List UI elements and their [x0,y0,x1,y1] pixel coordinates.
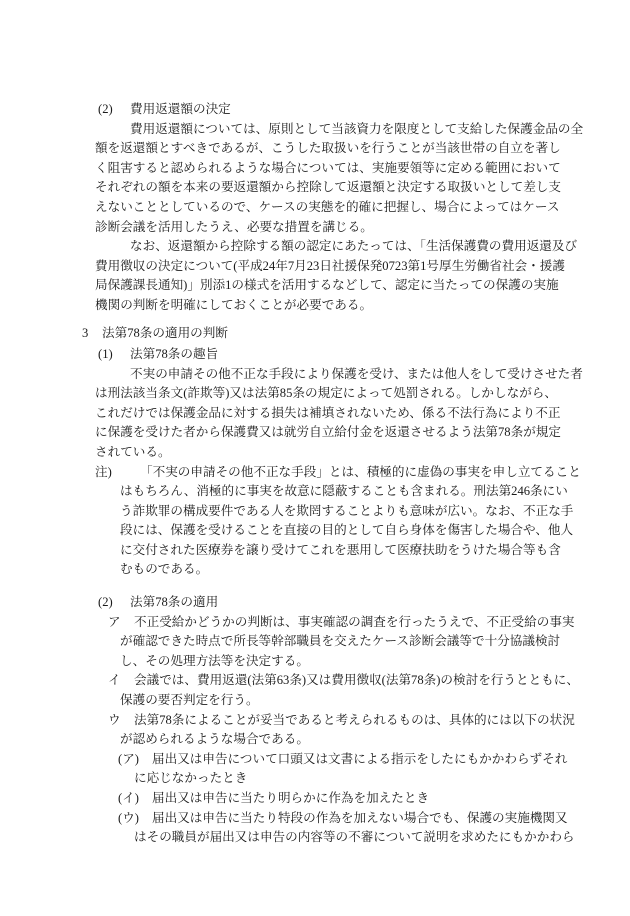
paragraph-line: に保護を受けた者から保護費又は就労自立給付金を返還させるよう法第78条が規定 [95,425,561,439]
item-line: が確認できた時点で所長等幹部職員を交えたケース診断会議等で十分協議検討 [120,634,561,648]
note-label: 注) [95,465,112,479]
section-label: (1) [98,347,113,361]
section-label: (2) [98,595,113,609]
section-heading: 法第78条の趣旨 [130,347,219,361]
paragraph-line: これだけでは保護金品に対する損失は補填されないため、係る不法行為により不正 [95,406,561,420]
item-line: 法第78条によることが妥当であると考えられるものは、具体的には以下の状況 [134,713,575,727]
item-label: ア [108,615,121,629]
paragraph-line: 費用徴収の決定について(平成24年7月23日社援保発0723第1号厚生労働省社会・援護 [95,259,565,273]
note-line: う詐欺罪の構成要件である人を欺罔することよりも意味が広い。なお、不正な手 [120,504,574,518]
subitem-line: 届出又は申告について口頭又は文書による指示をしたにもかかわらずそれ [152,752,568,766]
section-heading: 費用返還額の決定 [130,102,231,116]
item-line: 会議では、費用返還(法第63条)又は費用徴収(法第78条)の検討を行うとともに、 [134,673,579,687]
paragraph-line: く阻害すると認められるような場合については、実施要領等に定める範囲において [95,161,561,175]
note-line: に交付された医療券を譲り受けてこれを悪用して医療扶助をうけた場合等も含 [120,543,561,557]
subitem-line: に応じなかったとき [134,771,248,785]
paragraph-line: されている。 [95,445,171,459]
item-line: し、その処理方法等を決定する。 [120,654,309,668]
subitem-line: はその職員が届出又は申告の内容等の不審について説明を求めたにもかかわら [134,830,575,844]
paragraph-line: 機関の判断を明確にしておくことが必要である。 [95,298,373,312]
paragraph-line: 不実の申請その他不正な手段により保護を受け、または他人をして受けさせた者 [130,367,583,381]
subitem-label: (イ) [118,791,139,805]
paragraph-line: 診断会議を活用したうえ、必要な措置を講じる。 [95,220,373,234]
note-line: はもちろん、消極的に事実を故意に隠蔽することも含まれる。刑法第246条にい [120,484,568,498]
note-line: 「不実の申請その他不正な手段」とは、積極的に虚偽の事実を申し立てること [140,465,581,479]
item-line: 不正受給かどうかの判断は、事実確認の調査を行ったうえで、不正受給の事実 [134,615,575,629]
paragraph-line: 費用返還額については、原則として当該資力を限度として支給した保護金品の全 [130,122,584,136]
paragraph-line: 額を返還額とすべきであるが、こうした取扱いを行うことが当該世帯の自立を著し [95,141,561,155]
paragraph-line: それぞれの額を本来の要返還額から控除して返還額と決定する取扱いとして差し支 [95,180,561,194]
section-heading: 法第78条の適用 [130,595,219,609]
item-label: イ [108,673,121,687]
item-label: ウ [108,713,121,727]
subitem-line: 届出又は申告に当たり特段の作為を加えない場合でも、保護の実施機関又 [152,811,568,825]
item-line: が認められるような場合である。 [120,732,309,746]
item-line: 保護の要否判定を行う。 [120,693,259,707]
note-line: 段には、保護を受けることを直接の目的として自ら身体を傷害した場合や、他人 [120,523,574,537]
chapter-number: 3 [82,326,89,340]
note-line: むものである。 [120,562,209,576]
subitem-line: 届出又は申告に当たり明らかに作為を加えたとき [152,791,430,805]
subitem-label: (ア) [118,752,139,766]
chapter-heading: 法第78条の適用の判断 [102,326,228,340]
paragraph-line: 局保護課長通知)」別添1の様式を活用するなどして、認定に当たっての保護の実施 [95,278,559,292]
subitem-label: (ウ) [118,811,139,825]
paragraph-line: なお、返還額から控除する額の認定にあたっては、「生活保護費の費用返還及び [130,239,578,253]
section-label: (2) [98,102,113,116]
paragraph-line: は刑法該当条文(詐欺等)又は法第85条の規定によって処罰される。しかしながら、 [95,386,557,400]
paragraph-line: えないこととしているので、ケースの実態を的確に把握し、場合によってはケース [95,200,560,214]
